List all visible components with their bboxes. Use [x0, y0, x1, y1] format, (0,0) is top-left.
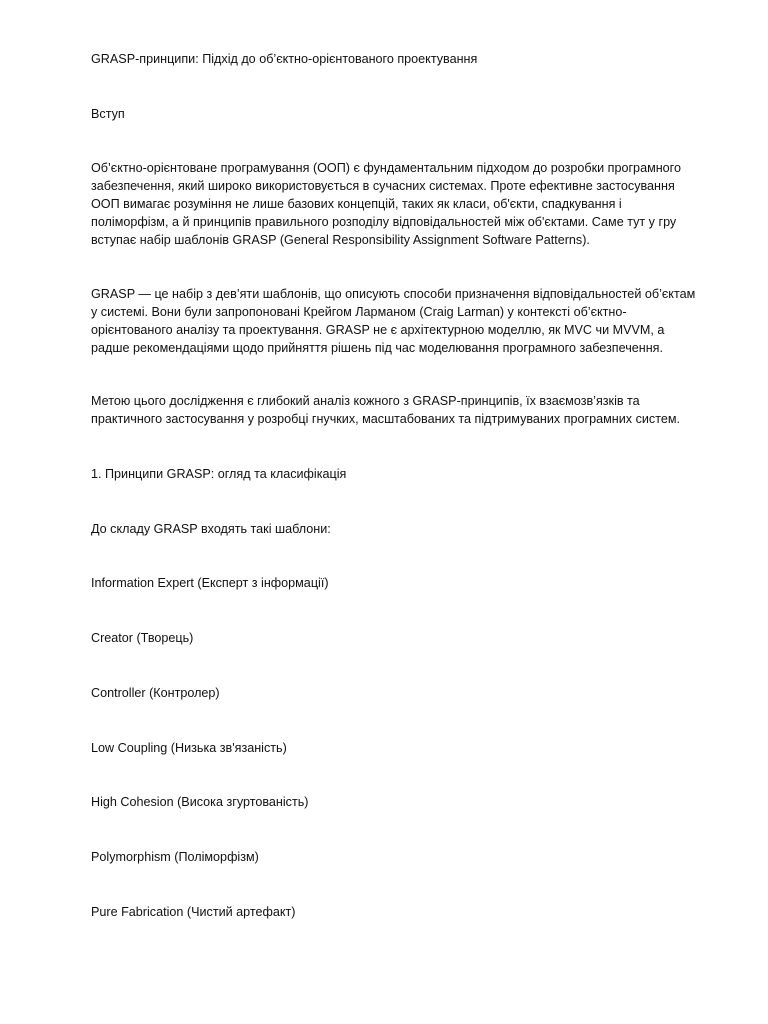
section-1-intro: До складу GRASP входять такі шаблони:	[91, 522, 331, 536]
paragraph-line: орієнтованого аналізу та проектування. GRASP не є архітектурною моделлю, як MVC чи MVVM, а	[91, 323, 665, 337]
paragraph-line: ООП вимагає розуміння не лише базових концепцій, таких як класи, об'єкти, спадкування і	[91, 197, 622, 211]
paragraph-line: GRASP — це набір з дев’яти шаблонів, що описують способи призначення відповідальностей об’єктам	[91, 287, 696, 301]
paragraph-line: Метою цього дослідження є глибокий аналіз кожного з GRASP-принципів, їх взаємозв’язків та	[91, 394, 640, 408]
intro-paragraph-1	[91, 159, 731, 249]
paragraph-line: у системі. Вони були запропоновані Крейгом Ларманом (Craig Larman) у контексті об’єктно-	[91, 305, 627, 319]
pattern-item-controller: Controller (Контролер)	[91, 686, 220, 700]
intro-heading: Вступ	[91, 107, 125, 121]
paragraph-line: вступає набір шаблонів GRASP (General Responsibility Assignment Software Patterns).	[91, 233, 590, 247]
document-title: GRASP-принципи: Підхід до об’єктно-орієнтованого проектування	[91, 52, 478, 66]
paragraph-line: поліморфізм, а й принципів правильного розподілу відповідальностей між об'єктами. Саме тут у гру	[91, 215, 677, 229]
pattern-item-low-coupling: Low Coupling (Низька зв'язаність)	[91, 741, 287, 755]
pattern-item-polymorphism: Polymorphism (Поліморфізм)	[91, 850, 259, 864]
intro-paragraph-2	[91, 285, 731, 357]
paragraph-line: забезпечення, який широко використовується в сучасних системах. Проте ефективне застосування	[91, 179, 675, 193]
paragraph-line: Об’єктно-орієнтоване програмування (ООП) є фундаментальним підходом до розробки програмного	[91, 161, 682, 175]
pattern-item-information-expert: Information Expert (Експерт з інформації)	[91, 576, 329, 590]
pattern-item-pure-fabrication: Pure Fabrication (Чистий артефакт)	[91, 905, 296, 919]
section-1-heading: 1. Принципи GRASP: огляд та класифікація	[91, 467, 347, 481]
pattern-item-high-cohesion: High Cohesion (Висока згуртованість)	[91, 795, 309, 809]
intro-paragraph-3	[91, 392, 731, 428]
pattern-item-creator: Creator (Творець)	[91, 631, 194, 645]
paragraph-line: радше рекомендаціями щодо прийняття рішень під час моделювання програмного забезпечення.	[91, 341, 663, 355]
paragraph-line: практичного застосування у розробці гнучких, масштабованих та підтримуваних програмних систем.	[91, 412, 680, 426]
